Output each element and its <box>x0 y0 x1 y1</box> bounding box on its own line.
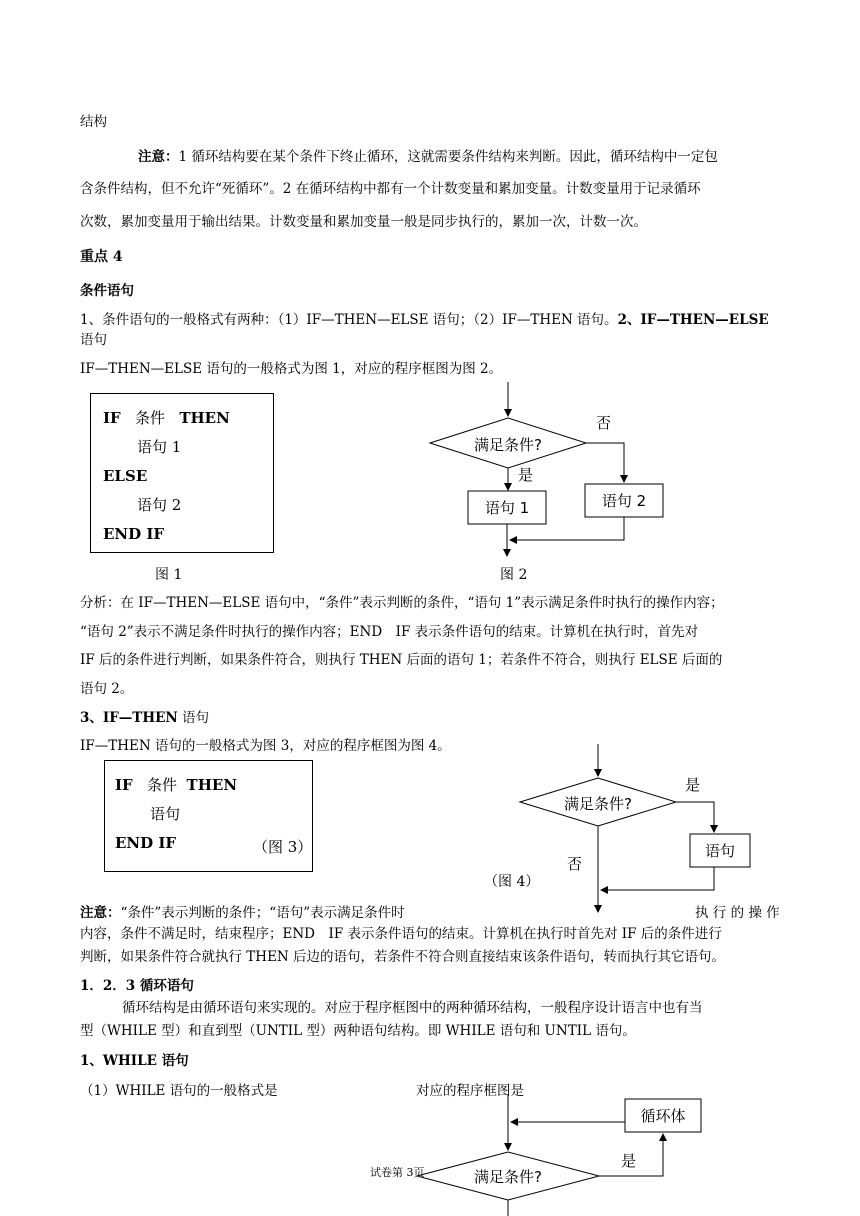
yes-label: 是 <box>621 1152 637 1170</box>
statement-label: 语句 <box>704 842 736 860</box>
yes-label: 是 <box>518 466 534 484</box>
figure-caption: 图 2 <box>500 567 528 583</box>
heading-conditional: 条件语句 <box>80 283 134 299</box>
note-text: “条件”表示判断的条件；“语句”表示满足条件时 <box>120 905 405 921</box>
heading-loop-statements: 1．2．3 循环语句 <box>80 978 194 994</box>
code-line: ELSE <box>103 467 148 485</box>
page-footer: 试卷第 3页 <box>370 1166 425 1179</box>
note-text: 次数，累加变量用于输出结果。计数变量和累加变量一般是同步执行的，累加一次，计数一次。 <box>80 214 647 230</box>
heading-text: 语句 <box>177 710 210 726</box>
figure-caption: （图 4） <box>484 874 540 890</box>
text-line: IF—THEN 语句的一般格式为图 3，对应的程序框图为图 4。 <box>80 738 451 754</box>
text-line: 语句 <box>80 332 107 348</box>
note-text: 含条件结构，但不允许“死循环”。2 在循环结构中都有一个计数变量和累加变量。计数变量用于记录循环 <box>80 181 701 197</box>
statement-label: 语句 1 <box>484 499 530 517</box>
code-keyword: IF <box>103 409 121 427</box>
yes-label: 是 <box>685 776 701 794</box>
code-line: 语句 <box>150 805 181 823</box>
text-line: 对应的程序框图是 <box>416 1083 524 1099</box>
code-line: END IF <box>103 525 165 543</box>
text-line <box>80 311 769 329</box>
flow-arrow <box>586 443 624 482</box>
note-label: 注意： <box>80 905 121 921</box>
heading-bold: 3、IF—THEN <box>80 710 178 726</box>
code-line: 语句 2 <box>137 496 182 514</box>
code-keyword: THEN <box>179 409 230 427</box>
note-paragraph <box>80 904 405 922</box>
text-line: 分析：在 IF—THEN—ELSE 语句中，“条件”表示判断的条件，“语句 1”表示满足条件时执行的操作内容； <box>80 595 724 611</box>
flowchart-fig2 <box>420 380 680 580</box>
flowchart-while <box>415 1094 715 1216</box>
code-line: 语句 1 <box>137 438 182 456</box>
flow-arrow <box>676 802 714 832</box>
text-line: IF—THEN—ELSE 语句的一般格式为图 1，对应的程序框图为图 2。 <box>80 361 503 377</box>
flowchart-fig4 <box>515 742 765 922</box>
code-line: END IF <box>115 834 177 852</box>
no-label: 否 <box>596 414 612 432</box>
flow-arrow <box>601 867 714 890</box>
statement-label: 语句 2 <box>601 492 647 510</box>
text-line: 型（WHILE 型）和直到型（UNTIL 型）两种语句结构。即 WHILE 语句和 UNTIL 语句。 <box>80 1023 636 1039</box>
heading-while: 1、WHILE 语句 <box>80 1053 189 1069</box>
note-label: 注意： <box>138 149 179 165</box>
note-text: 判断，如果条件符合就执行 THEN 后边的语句，若条件不符合则直接结束该条件语句，转而执行其它语句。 <box>80 949 726 965</box>
heading-if-then <box>80 709 209 727</box>
note-text: 执 行 的 操 作 <box>695 905 780 921</box>
heading-focus: 重点 4 <box>80 249 123 265</box>
text-span: 1、条件语句的一般格式有两种：（1）IF—THEN—ELSE 语句；（2）IF—THEN 语句。 <box>80 312 618 328</box>
text-line: IF 后的条件进行判断，如果条件符合，则执行 THEN 后面的语句 1；若条件不符合，则执行 ELSE 后面的 <box>80 652 723 668</box>
no-label: 否 <box>567 855 583 873</box>
decision-label: 满足条件? <box>564 795 632 813</box>
text-line: （1）WHILE 语句的一般格式是 <box>80 1083 278 1099</box>
code-box-fig3 <box>104 760 313 872</box>
code-keyword: IF <box>115 776 133 794</box>
decision-label: 满足条件? <box>474 436 542 454</box>
code-box-fig1 <box>90 393 274 553</box>
text-line: 结构 <box>80 114 107 130</box>
code-keyword: THEN <box>186 776 238 794</box>
code-cond: 条件 <box>134 409 165 427</box>
decision-label: 满足条件? <box>474 1168 542 1186</box>
code-line <box>115 775 237 795</box>
code-line <box>103 408 230 428</box>
code-cond: 条件 <box>146 776 177 794</box>
figure-caption: 图 1 <box>155 567 183 583</box>
note-paragraph <box>138 148 718 166</box>
text-line: “语句 2”表示不满足条件时执行的操作内容；END IF 表示条件语句的结束。计算机在执行时，首先对 <box>80 624 699 640</box>
figure-caption: （图 3） <box>253 838 313 856</box>
subheading-inline: 2、IF—THEN—ELSE <box>617 312 769 328</box>
note-text: 1 循环结构要在某个条件下终止循环，这就需要条件结构来判断。因此，循环结构中一定包 <box>178 149 718 165</box>
loop-body-label: 循环体 <box>640 1107 686 1125</box>
text-line: 语句 2。 <box>80 681 134 697</box>
text-line: 循环结构是由循环语句来实现的。对应于程序框图中的两种循环结构，一般程序设计语言中也有当 <box>122 1000 703 1016</box>
note-text: 内容，条件不满足时，结束程序；END IF 表示条件语句的结束。计算机在执行时首先对 IF 后的条件进行 <box>80 926 722 942</box>
